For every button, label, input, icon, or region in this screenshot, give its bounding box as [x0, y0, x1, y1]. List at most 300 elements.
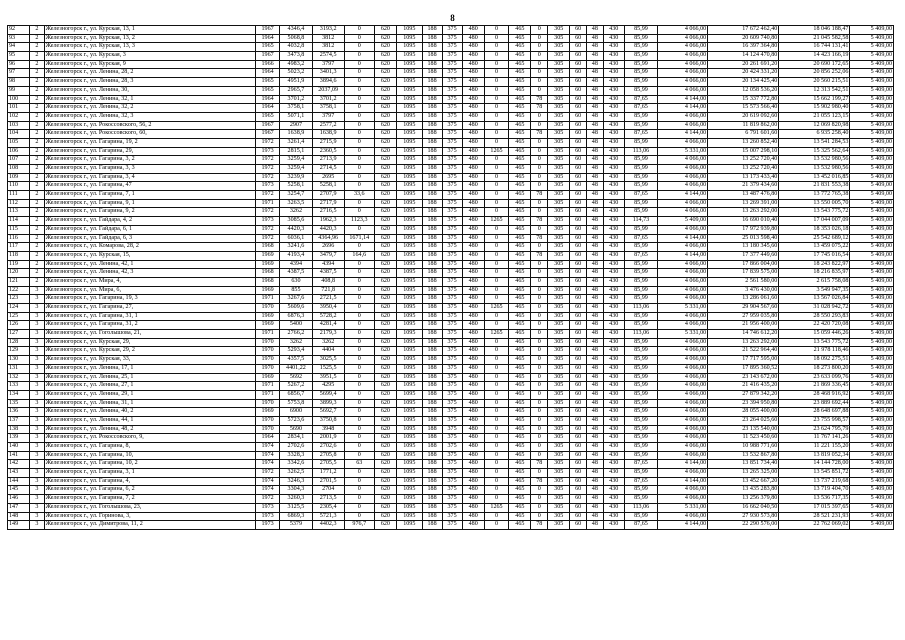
- table-cell: 4404: [312, 347, 344, 356]
- table-cell: 4401,22: [280, 364, 312, 373]
- table-cell: 1964: [255, 434, 279, 443]
- table-cell: 375: [442, 104, 462, 113]
- table-cell: 188: [422, 312, 442, 321]
- table-cell: 465: [509, 469, 531, 478]
- table-cell: 2574,5: [312, 52, 344, 61]
- table-cell: 4 144,00: [658, 130, 708, 139]
- table-cell: 4 066,00: [658, 173, 708, 182]
- table-cell: 0: [531, 243, 548, 252]
- table-cell: 60: [570, 138, 587, 147]
- table-cell: 137: [8, 416, 30, 425]
- table-cell: 430: [603, 217, 624, 226]
- table-cell: 0: [531, 486, 548, 495]
- table-cell: 375: [442, 399, 462, 408]
- table-cell: 465: [509, 173, 531, 182]
- table-cell: Железногорск г., ул. Ленина, 40, 2: [44, 408, 255, 417]
- table-cell: 188: [422, 451, 442, 460]
- table-cell: 1095: [397, 347, 423, 356]
- table-cell: 5 409,00: [850, 364, 894, 373]
- table-cell: 375: [442, 495, 462, 504]
- table-cell: 4364,96: [312, 234, 344, 243]
- table-cell: 0: [484, 425, 508, 434]
- table-cell: Железногорск г., ул. Ленина, 31, 1: [44, 399, 255, 408]
- table-cell: 480: [462, 269, 484, 278]
- table-cell: 115: [8, 225, 30, 234]
- table-cell: 305: [548, 251, 570, 260]
- table-cell: 48: [587, 286, 604, 295]
- table-cell: 60: [570, 330, 587, 339]
- table-cell: Железногорск г., ул. Комарова, 28, 2: [44, 243, 255, 252]
- table-cell: 480: [462, 338, 484, 347]
- table-cell: 78: [531, 191, 548, 200]
- table-cell: 48: [587, 434, 604, 443]
- table-cell: 188: [422, 26, 442, 35]
- table-cell: 305: [548, 486, 570, 495]
- table-cell: 375: [442, 330, 462, 339]
- table-cell: 305: [548, 286, 570, 295]
- table-cell: 48: [587, 95, 604, 104]
- table-cell: 0: [531, 503, 548, 512]
- table-cell: 0: [344, 382, 374, 391]
- table-cell: 114,73: [624, 217, 657, 226]
- table-cell: 305: [548, 26, 570, 35]
- table-cell: 0: [531, 269, 548, 278]
- table-cell: 465: [509, 460, 531, 469]
- table-cell: 4 066,00: [658, 356, 708, 365]
- table-cell: 620: [374, 182, 396, 191]
- table-cell: 480: [462, 416, 484, 425]
- table-cell: 104: [8, 130, 30, 139]
- table-cell: 5 409,00: [850, 243, 894, 252]
- table-cell: 13 263 292,00: [708, 208, 779, 217]
- table-cell: 430: [603, 225, 624, 234]
- table-cell: 6900: [280, 408, 312, 417]
- table-cell: 305: [548, 95, 570, 104]
- table-cell: 620: [374, 138, 396, 147]
- table-cell: Железногорск г., ул. Горинова, 3,: [44, 512, 255, 521]
- table-cell: 60: [570, 373, 587, 382]
- table-cell: 480: [462, 130, 484, 139]
- table-cell: 620: [374, 130, 396, 139]
- table-row: [8, 416, 894, 425]
- table-cell: 0: [484, 269, 508, 278]
- table-cell: 0: [344, 373, 374, 382]
- table-cell: 0: [531, 321, 548, 330]
- table-cell: 6876,3: [280, 312, 312, 321]
- table-cell: 188: [422, 477, 442, 486]
- table-body: [8, 26, 894, 530]
- table-cell: 85,99: [624, 121, 657, 130]
- table-cell: 465: [509, 43, 531, 52]
- table-cell: 620: [374, 165, 396, 174]
- table-cell: 5 409,00: [850, 182, 894, 191]
- table-cell: 48: [587, 43, 604, 52]
- table-cell: 1638,9: [280, 130, 312, 139]
- table-cell: 85,99: [624, 165, 657, 174]
- table-cell: 305: [548, 173, 570, 182]
- table-cell: Железногорск г., ул. Гагарина, 10, 2: [44, 460, 255, 469]
- table-cell: 48: [587, 147, 604, 156]
- table-cell: 60: [570, 147, 587, 156]
- table-cell: 465: [509, 60, 531, 69]
- table-cell: 305: [548, 130, 570, 139]
- table-cell: 480: [462, 321, 484, 330]
- table-cell: 0: [531, 312, 548, 321]
- table-cell: 3: [30, 495, 44, 504]
- table-cell: 3262,5: [280, 469, 312, 478]
- table-cell: 5 409,00: [850, 43, 894, 52]
- table-cell: 5 409,00: [850, 86, 894, 95]
- table-cell: 3342,6: [280, 460, 312, 469]
- table-cell: 4 066,00: [658, 321, 708, 330]
- table-cell: 375: [442, 260, 462, 269]
- table-cell: Железногорск г., ул. Ленина, 25, 1: [44, 373, 255, 382]
- table-cell: 375: [442, 451, 462, 460]
- table-cell: 0: [531, 199, 548, 208]
- table-cell: 48: [587, 234, 604, 243]
- table-cell: 48: [587, 225, 604, 234]
- table-cell: 60: [570, 460, 587, 469]
- table-cell: 13 260 852,40: [708, 138, 779, 147]
- table-cell: 0: [484, 234, 508, 243]
- table-row: [8, 225, 894, 234]
- table-cell: 60: [570, 182, 587, 191]
- table-cell: 0: [484, 521, 508, 530]
- table-cell: 4 066,00: [658, 269, 708, 278]
- table-cell: 3267,6: [280, 295, 312, 304]
- table-cell: 480: [462, 356, 484, 365]
- table-cell: 5 409,00: [850, 208, 894, 217]
- table-cell: 465: [509, 416, 531, 425]
- table-cell: 620: [374, 225, 396, 234]
- table-cell: 20 856 252,06: [779, 69, 850, 78]
- table-cell: 0: [344, 156, 374, 165]
- table-cell: 3254,7: [280, 191, 312, 200]
- table-cell: 1969: [255, 312, 279, 321]
- table-cell: 3: [30, 312, 44, 321]
- table-row: [8, 156, 894, 165]
- table-cell: 1123,3: [344, 217, 374, 226]
- table-cell: 48: [587, 217, 604, 226]
- table-cell: 305: [548, 78, 570, 87]
- table-cell: 375: [442, 477, 462, 486]
- table-cell: 60: [570, 321, 587, 330]
- table-cell: 2834,1: [280, 434, 312, 443]
- table-cell: 188: [422, 86, 442, 95]
- table-cell: 4394: [280, 260, 312, 269]
- table-cell: 2: [30, 225, 44, 234]
- table-cell: 3812: [312, 34, 344, 43]
- table-cell: 465: [509, 503, 531, 512]
- table-cell: 23 624 795,79: [779, 425, 850, 434]
- table-cell: 4 066,00: [658, 434, 708, 443]
- table-cell: 0: [484, 434, 508, 443]
- table-cell: 3125,5: [280, 503, 312, 512]
- table-cell: 188: [422, 138, 442, 147]
- table-cell: 1965: [255, 112, 279, 121]
- table-cell: 5609,6: [280, 304, 312, 313]
- table-cell: 48: [587, 486, 604, 495]
- table-row: [8, 43, 894, 52]
- table-cell: 4 066,00: [658, 225, 708, 234]
- table-cell: 305: [548, 191, 570, 200]
- table-cell: 1969: [255, 408, 279, 417]
- table-row: [8, 443, 894, 452]
- table-cell: 124: [8, 304, 30, 313]
- table-cell: 14 144 728,00: [779, 460, 850, 469]
- table-cell: 5699,4: [312, 390, 344, 399]
- table-cell: 0: [484, 260, 508, 269]
- table-cell: 13 252 720,40: [708, 156, 779, 165]
- table-cell: 60: [570, 443, 587, 452]
- table-cell: 5 409,00: [850, 34, 894, 43]
- table-cell: 2: [30, 182, 44, 191]
- table-cell: 2: [30, 217, 44, 226]
- table-cell: 1095: [397, 147, 423, 156]
- table-cell: 48: [587, 78, 604, 87]
- table-cell: 60: [570, 251, 587, 260]
- table-cell: 188: [422, 512, 442, 521]
- table-cell: 1969: [255, 373, 279, 382]
- table-cell: 305: [548, 416, 570, 425]
- table-cell: 4983,2: [280, 60, 312, 69]
- table-cell: 4 066,00: [658, 26, 708, 35]
- table-cell: 721,8: [312, 286, 344, 295]
- table-cell: 1972: [255, 191, 279, 200]
- table-cell: 465: [509, 182, 531, 191]
- table-cell: Железногорск г., ул. Ленина, 48, 2: [44, 425, 255, 434]
- table-cell: 465: [509, 390, 531, 399]
- table-cell: 0: [484, 495, 508, 504]
- table-cell: 2: [30, 251, 44, 260]
- table-cell: 188: [422, 112, 442, 121]
- table-cell: 2179,3: [312, 330, 344, 339]
- table-cell: 85,99: [624, 286, 657, 295]
- table-cell: 60: [570, 260, 587, 269]
- table-cell: 480: [462, 251, 484, 260]
- table-cell: 1970: [255, 356, 279, 365]
- table-cell: 3797: [312, 112, 344, 121]
- table-cell: 305: [548, 138, 570, 147]
- table-cell: 3328,3: [280, 451, 312, 460]
- table-cell: 141: [8, 451, 30, 460]
- table-cell: 430: [603, 399, 624, 408]
- table-cell: 60: [570, 390, 587, 399]
- table-cell: 3894,6: [312, 78, 344, 87]
- table-cell: 85,99: [624, 399, 657, 408]
- table-cell: 620: [374, 217, 396, 226]
- table-cell: 465: [509, 321, 531, 330]
- table-cell: Железногорск г., ул. Гагарина, 3, 1: [44, 469, 255, 478]
- table-cell: 430: [603, 43, 624, 52]
- table-cell: 620: [374, 121, 396, 130]
- table-cell: 305: [548, 460, 570, 469]
- table-cell: 5 409,00: [850, 399, 894, 408]
- table-cell: 0: [484, 347, 508, 356]
- table-cell: 60: [570, 69, 587, 78]
- table-cell: 5692,7: [312, 408, 344, 417]
- table-row: [8, 469, 894, 478]
- table-cell: 48: [587, 243, 604, 252]
- table-cell: 2: [30, 208, 44, 217]
- table-cell: 4394: [312, 260, 344, 269]
- table-cell: 0: [484, 52, 508, 61]
- table-cell: 188: [422, 373, 442, 382]
- table-cell: 5692: [280, 373, 312, 382]
- table-cell: 1967: [255, 52, 279, 61]
- table-cell: 0: [484, 277, 508, 286]
- table-cell: 60: [570, 191, 587, 200]
- table-cell: 140: [8, 443, 30, 452]
- table-cell: 465: [509, 78, 531, 87]
- table-cell: 60: [570, 225, 587, 234]
- table-cell: 120: [8, 269, 30, 278]
- table-cell: 2707,9: [312, 191, 344, 200]
- table-cell: 188: [422, 69, 442, 78]
- table-cell: Железногорск г., ул. Курская, 13, 2: [44, 34, 255, 43]
- table-cell: 620: [374, 269, 396, 278]
- table-cell: 48: [587, 451, 604, 460]
- table-cell: 123: [8, 295, 30, 304]
- table-cell: Железногорск г., ул. Ленина, 28, 3: [44, 78, 255, 87]
- table-cell: 4 144,00: [658, 191, 708, 200]
- table-cell: 1095: [397, 495, 423, 504]
- table-cell: 2: [30, 234, 44, 243]
- table-row: [8, 503, 894, 512]
- table-cell: 430: [603, 234, 624, 243]
- table-cell: 5400: [280, 321, 312, 330]
- table-cell: 1967: [255, 130, 279, 139]
- table-cell: 465: [509, 338, 531, 347]
- table-cell: 3085,6: [280, 217, 312, 226]
- table-cell: 0: [531, 434, 548, 443]
- table-cell: 620: [374, 460, 396, 469]
- table-cell: 5 409,00: [850, 191, 894, 200]
- table-cell: 480: [462, 86, 484, 95]
- table-cell: 97: [8, 69, 30, 78]
- table-cell: 620: [374, 234, 396, 243]
- table-cell: 375: [442, 304, 462, 313]
- table-cell: 0: [531, 112, 548, 121]
- table-cell: 126: [8, 321, 30, 330]
- table-cell: 111: [8, 191, 30, 200]
- table-cell: 3473,8: [280, 52, 312, 61]
- table-cell: 305: [548, 356, 570, 365]
- table-cell: 60: [570, 269, 587, 278]
- table-cell: 188: [422, 434, 442, 443]
- table-cell: 2702,6: [312, 443, 344, 452]
- table-cell: 0: [344, 43, 374, 52]
- table-cell: 305: [548, 86, 570, 95]
- table-cell: 17 895 360,52: [708, 364, 779, 373]
- table-cell: 113,06: [624, 304, 657, 313]
- table-cell: 465: [509, 443, 531, 452]
- table-cell: Железногорск г., ул. Ленина, 44, 1: [44, 416, 255, 425]
- table-cell: 5293,4: [280, 347, 312, 356]
- table-cell: 1095: [397, 34, 423, 43]
- table-cell: 1095: [397, 269, 423, 278]
- table-cell: 13 459 075,22: [779, 243, 850, 252]
- table-cell: 188: [422, 416, 442, 425]
- table-cell: 2766,2: [280, 330, 312, 339]
- table-cell: 48: [587, 130, 604, 139]
- table-cell: 1971: [255, 295, 279, 304]
- table-cell: 620: [374, 408, 396, 417]
- table-cell: 480: [462, 199, 484, 208]
- table-cell: 5267,2: [280, 382, 312, 391]
- table-cell: 5 409,00: [850, 217, 894, 226]
- table-cell: 12 069 820,98: [779, 121, 850, 130]
- table-cell: Железногорск г., ул. Ленина, 30,: [44, 86, 255, 95]
- table-cell: Железногорск г., ул. Гагарина, 19, 2: [44, 138, 255, 147]
- table-cell: 0: [484, 34, 508, 43]
- table-cell: 620: [374, 477, 396, 486]
- table-cell: 18 046 188,47: [779, 26, 850, 35]
- table-cell: 13 567 026,84: [779, 295, 850, 304]
- table-cell: 430: [603, 312, 624, 321]
- table-cell: 188: [422, 460, 442, 469]
- table-cell: 480: [462, 443, 484, 452]
- table-cell: 620: [374, 304, 396, 313]
- table-cell: 17 015 397,65: [779, 503, 850, 512]
- table-cell: 5 409,00: [850, 321, 894, 330]
- table-cell: 3: [30, 295, 44, 304]
- table-cell: 4 066,00: [658, 208, 708, 217]
- table-cell: Железногорск г., ул. Ленина, 42, 1: [44, 260, 255, 269]
- table-cell: 430: [603, 373, 624, 382]
- table-cell: 465: [509, 425, 531, 434]
- table-cell: Железногорск г., ул. Гоголышова, 21,: [44, 330, 255, 339]
- table-cell: 3750,8: [312, 416, 344, 425]
- table-cell: 0: [531, 138, 548, 147]
- table-cell: 2695: [312, 173, 344, 182]
- table-cell: 0: [531, 495, 548, 504]
- table-cell: 6 791 601,60: [708, 130, 779, 139]
- table-cell: 0: [531, 364, 548, 373]
- table-cell: 375: [442, 86, 462, 95]
- table-cell: 1968: [255, 269, 279, 278]
- table-cell: 465: [509, 495, 531, 504]
- table-cell: 122: [8, 286, 30, 295]
- table-cell: 60: [570, 338, 587, 347]
- table-cell: 0: [344, 416, 374, 425]
- table-cell: 0: [484, 199, 508, 208]
- table-cell: 48: [587, 425, 604, 434]
- table-cell: 480: [462, 156, 484, 165]
- table-cell: 2: [30, 34, 44, 43]
- table-cell: 1671,14: [344, 234, 374, 243]
- table-cell: 0: [484, 78, 508, 87]
- table-cell: 375: [442, 408, 462, 417]
- table-cell: 4032,8: [280, 43, 312, 52]
- table-cell: 480: [462, 312, 484, 321]
- table-row: [8, 173, 894, 182]
- table-cell: 2: [30, 156, 44, 165]
- table-cell: 1971: [255, 382, 279, 391]
- table-cell: 430: [603, 165, 624, 174]
- table-row: [8, 356, 894, 365]
- table-cell: 375: [442, 234, 462, 243]
- table-cell: 4 066,00: [658, 338, 708, 347]
- table-cell: 4 066,00: [658, 486, 708, 495]
- table-cell: 13 263 292,00: [708, 338, 779, 347]
- table-cell: 60: [570, 425, 587, 434]
- table-cell: 430: [603, 199, 624, 208]
- table-cell: 0: [344, 277, 374, 286]
- table-cell: Железногорск г., ул. Гагарина, 8,: [44, 443, 255, 452]
- table-cell: 2: [30, 165, 44, 174]
- table-cell: 23 135 540,00: [708, 425, 779, 434]
